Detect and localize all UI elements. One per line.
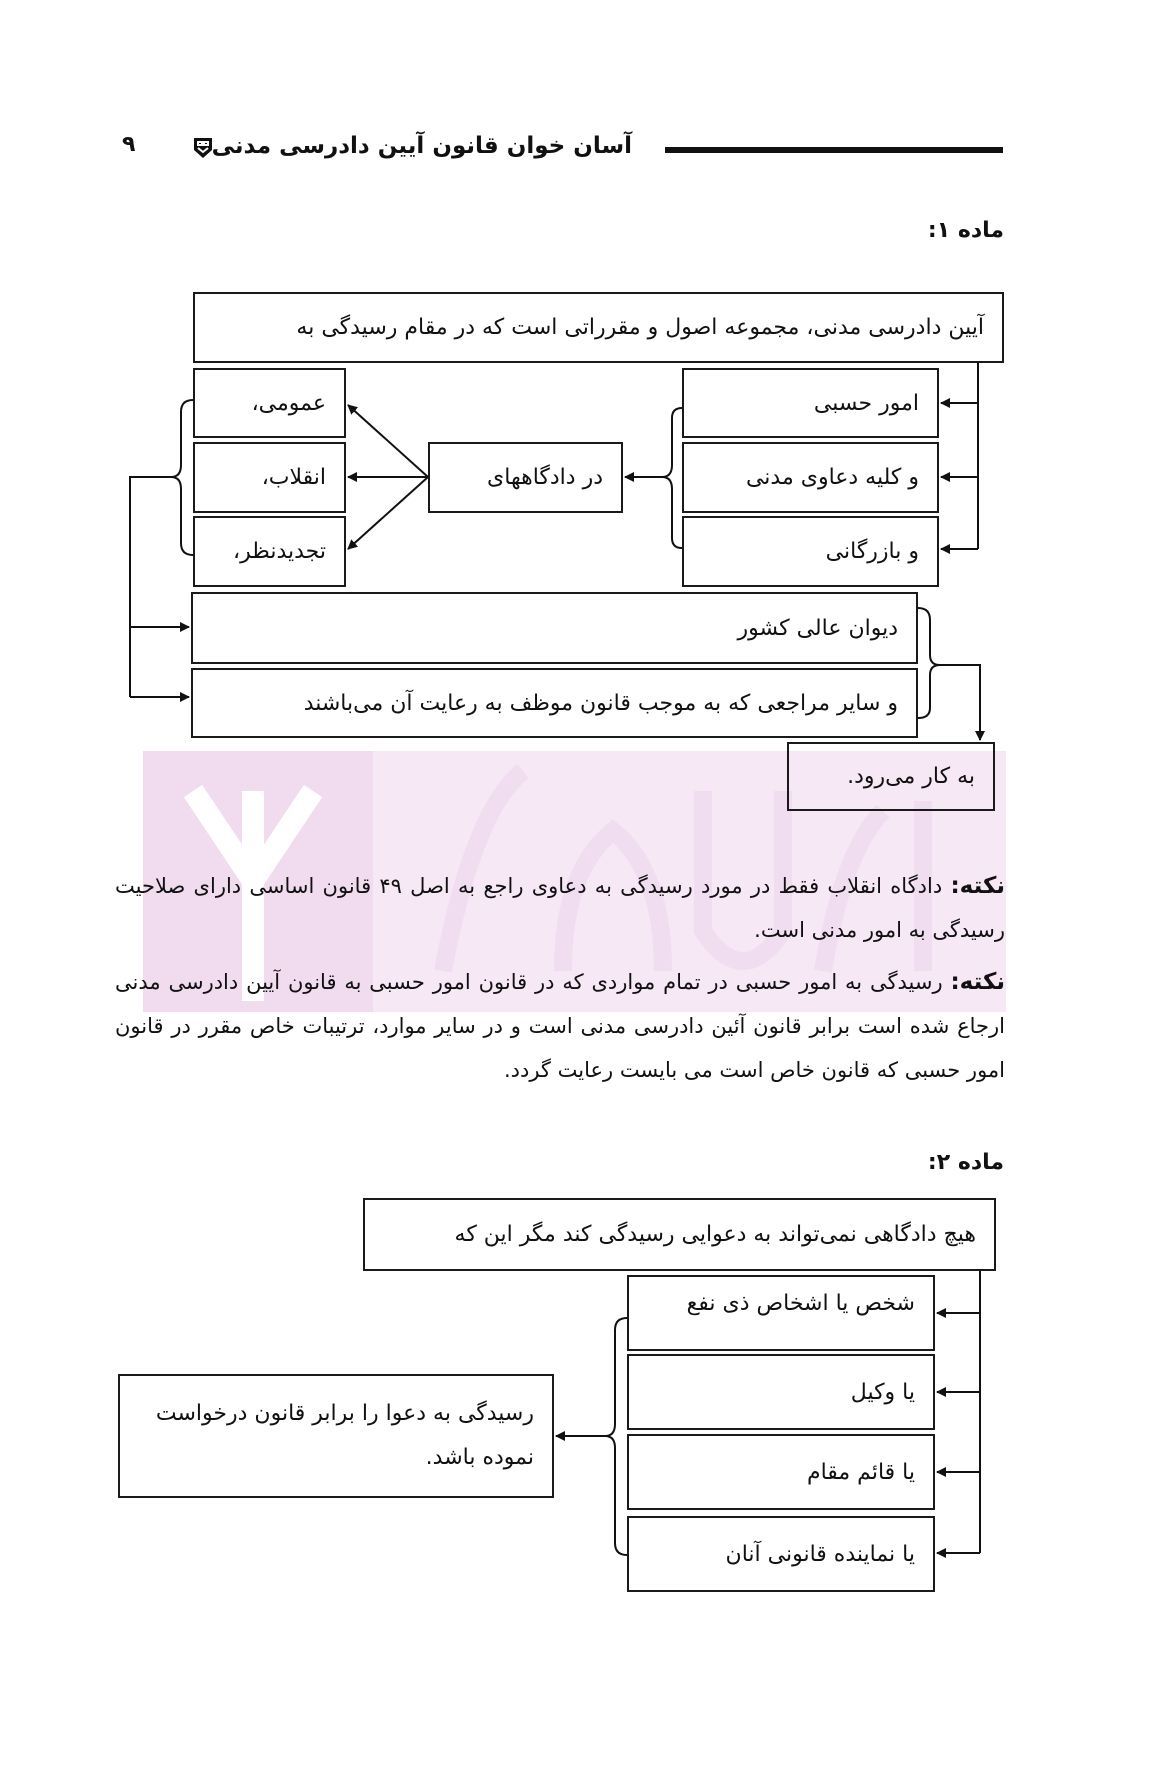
- article1-result-box: [787, 742, 995, 811]
- book-emblem-icon: [192, 136, 214, 160]
- matter-box: [682, 442, 939, 513]
- article2-result-label: رسیدگی به دعوا را برابر قانون درخواست نموده باشد.: [155, 1401, 534, 1470]
- note-1: [115, 864, 1005, 952]
- higher-body-box: [191, 592, 918, 664]
- court-type-label: تجدیدنظر،: [233, 539, 326, 564]
- courts-label: در دادگاههای: [487, 465, 603, 490]
- matter-box: [682, 516, 939, 587]
- matter-label: امور حسبی: [813, 390, 919, 416]
- book-title: آسان خوان قانون آیین دادرسی مدنی: [211, 133, 632, 159]
- article1-main-box: [193, 292, 1004, 363]
- party-label: شخص یا اشخاص ذی نفع: [686, 1291, 915, 1316]
- party-box: [627, 1354, 935, 1430]
- note-text: دادگاه انقلاب فقط در مورد رسیدگی به دعاوی راجع به اصل ۴۹ قانون اساسی دارای صلاحیت رسیدگی به امور مدنی است.: [115, 874, 1005, 942]
- note-label: نکته:: [950, 873, 1005, 899]
- article1-result-label: به کار می‌رود.: [847, 764, 975, 789]
- note-text: رسیدگی به امور حسبی در تمام مواردی که در قانون امور حسبی به قانون آیین دادرسی مدنی ارجاع شده است برابر قانون آئین دادرسی مدنی است و در سایر موارد، ترتیبات خاص مقرر در قانون امور حسبی که قانون خاص است می بایست رعایت گردد.: [115, 970, 1005, 1082]
- courts-box: [428, 442, 623, 513]
- court-type-box: [193, 368, 346, 438]
- header-rule: [665, 147, 1003, 153]
- note-2: [115, 960, 1005, 1092]
- article1-main-text: آیین دادرسی مدنی، مجموعه اصول و مقرراتی است که در مقام رسیدگی به: [296, 315, 984, 340]
- party-box: [627, 1434, 935, 1510]
- higher-body-box: [191, 668, 918, 738]
- court-type-label: انقلاب،: [261, 465, 326, 490]
- court-type-label: عمومی،: [251, 390, 326, 416]
- matter-box: [682, 368, 939, 438]
- article2-main-box: [363, 1198, 996, 1271]
- matter-label: و کلیه دعاوی مدنی: [745, 465, 919, 490]
- article2-result-box: [118, 1374, 554, 1498]
- article2-heading: ماده ۲:: [927, 1150, 1004, 1175]
- court-type-box: [193, 516, 346, 587]
- court-type-box: [193, 442, 346, 513]
- article2-main-text: هیچ دادگاهی نمی‌تواند به دعوایی رسیدگی کند مگر این که: [454, 1222, 976, 1247]
- higher-body-label: دیوان عالی کشور: [737, 615, 898, 641]
- party-label: یا نماینده قانونی آنان: [725, 1541, 915, 1567]
- party-label: یا وکیل: [850, 1379, 915, 1405]
- party-label: یا قائم مقام: [806, 1459, 915, 1485]
- page-number: ۹: [122, 132, 136, 157]
- higher-body-label: و سایر مراجعی که به موجب قانون موظف به رعایت آن می‌باشند: [303, 690, 898, 716]
- party-box: [627, 1275, 935, 1351]
- matter-label: و بازرگانی: [825, 539, 919, 564]
- party-box: [627, 1516, 935, 1592]
- note-label: نکته:: [950, 969, 1006, 995]
- article1-heading: ماده ۱:: [927, 218, 1004, 243]
